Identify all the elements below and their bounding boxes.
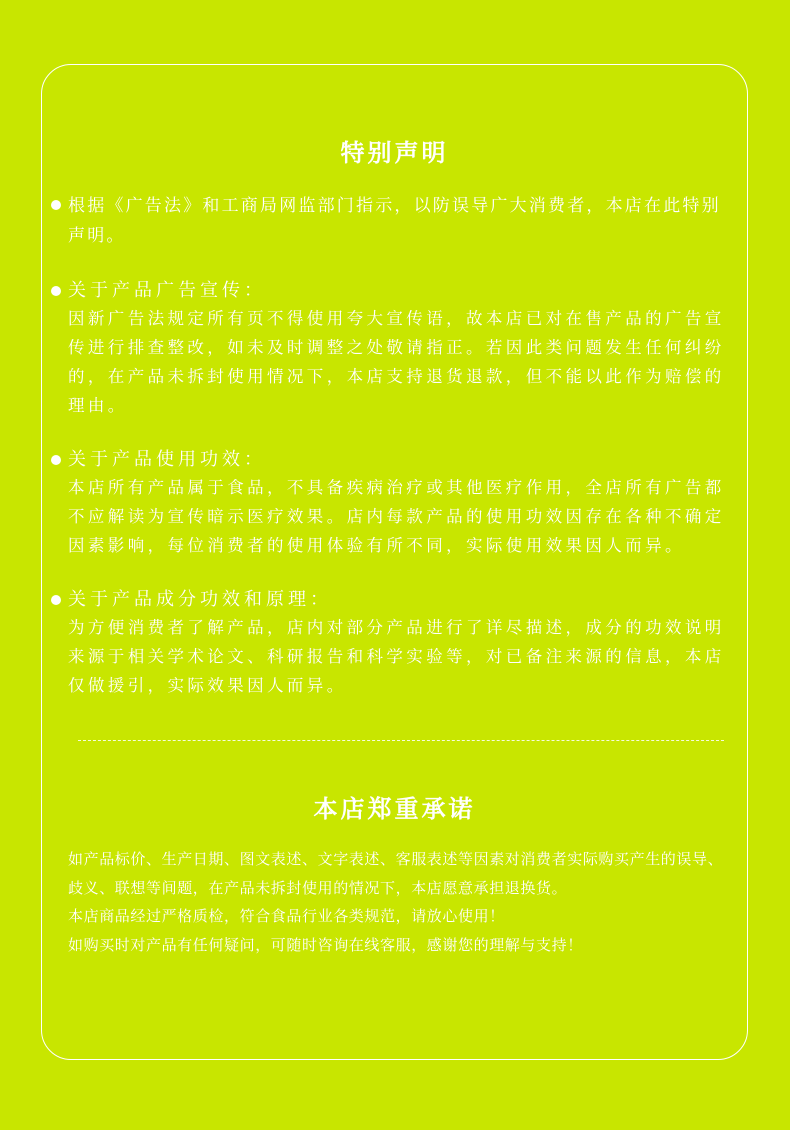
bullet-dot-icon xyxy=(51,200,61,210)
statement-item xyxy=(68,446,728,560)
promise-text xyxy=(68,845,728,959)
statement-item-heading: 关于产品使用功效： xyxy=(68,449,266,470)
promise-title: 本店郑重承诺 xyxy=(313,795,476,823)
bullet-dot-icon xyxy=(51,595,61,605)
notice-card xyxy=(41,64,748,1060)
statement-item-heading: 关于产品成分功效和原理： xyxy=(68,589,332,610)
statement-item xyxy=(68,277,728,420)
promise-paragraph: 本店商品经过严格质检，符合食品行业各类规范，请放心使用！ xyxy=(68,907,505,925)
statement-item-heading: 关于产品广告宣传： xyxy=(68,280,266,301)
section-divider xyxy=(78,740,724,741)
statement-list xyxy=(68,191,728,700)
bullet-dot-icon xyxy=(51,286,61,296)
statement-item-body: 本店所有产品属于食品，不具备疾病治疗或其他医疗作用，全店所有广告都不应解读为宣传暗示医疗效果。店内每款产品的使用功效因存在各种不确定因素影响，每位消费者的使用体验有所不同，实际使用效果因人而异。 xyxy=(68,478,725,555)
statement-item-body: 根据《广告法》和工商局网监部门指示，以防误导广大消费者，本店在此特别声明。 xyxy=(68,196,721,246)
statement-item-body: 为方便消费者了解产品，店内对部分产品进行了详尽描述，成分的功效说明来源于相关学术论文、科研报告和科学实验等，对已备注来源的信息，本店仅做援引，实际效果因人而异。 xyxy=(68,618,725,695)
statement-item xyxy=(68,586,728,700)
statement-title: 特别声明 xyxy=(340,139,449,167)
statement-item-body: 因新广告法规定所有页不得使用夸大宣传语，故本店已对在售产品的广告宣传进行排查整改，如未及时调整之处敬请指正。若因此类问题发生任何纠纷的，在产品未拆封使用情况下，本店支持退货退款，但不能以此作为赔偿的理由。 xyxy=(68,309,725,415)
promise-paragraph: 如购买时对产品有任何疑问，可随时咨询在线客服，感谢您的理解与支持！ xyxy=(68,935,583,954)
statement-item xyxy=(68,191,728,251)
bullet-dot-icon xyxy=(51,455,61,465)
promise-paragraph: 如产品标价、生产日期、图文表述、文字表述、客服表述等因素对消费者实际购买产生的误导、歧义、联想等间题，在产品未拆封使用的情况下，本店愿意承担退换货。 xyxy=(68,850,724,897)
